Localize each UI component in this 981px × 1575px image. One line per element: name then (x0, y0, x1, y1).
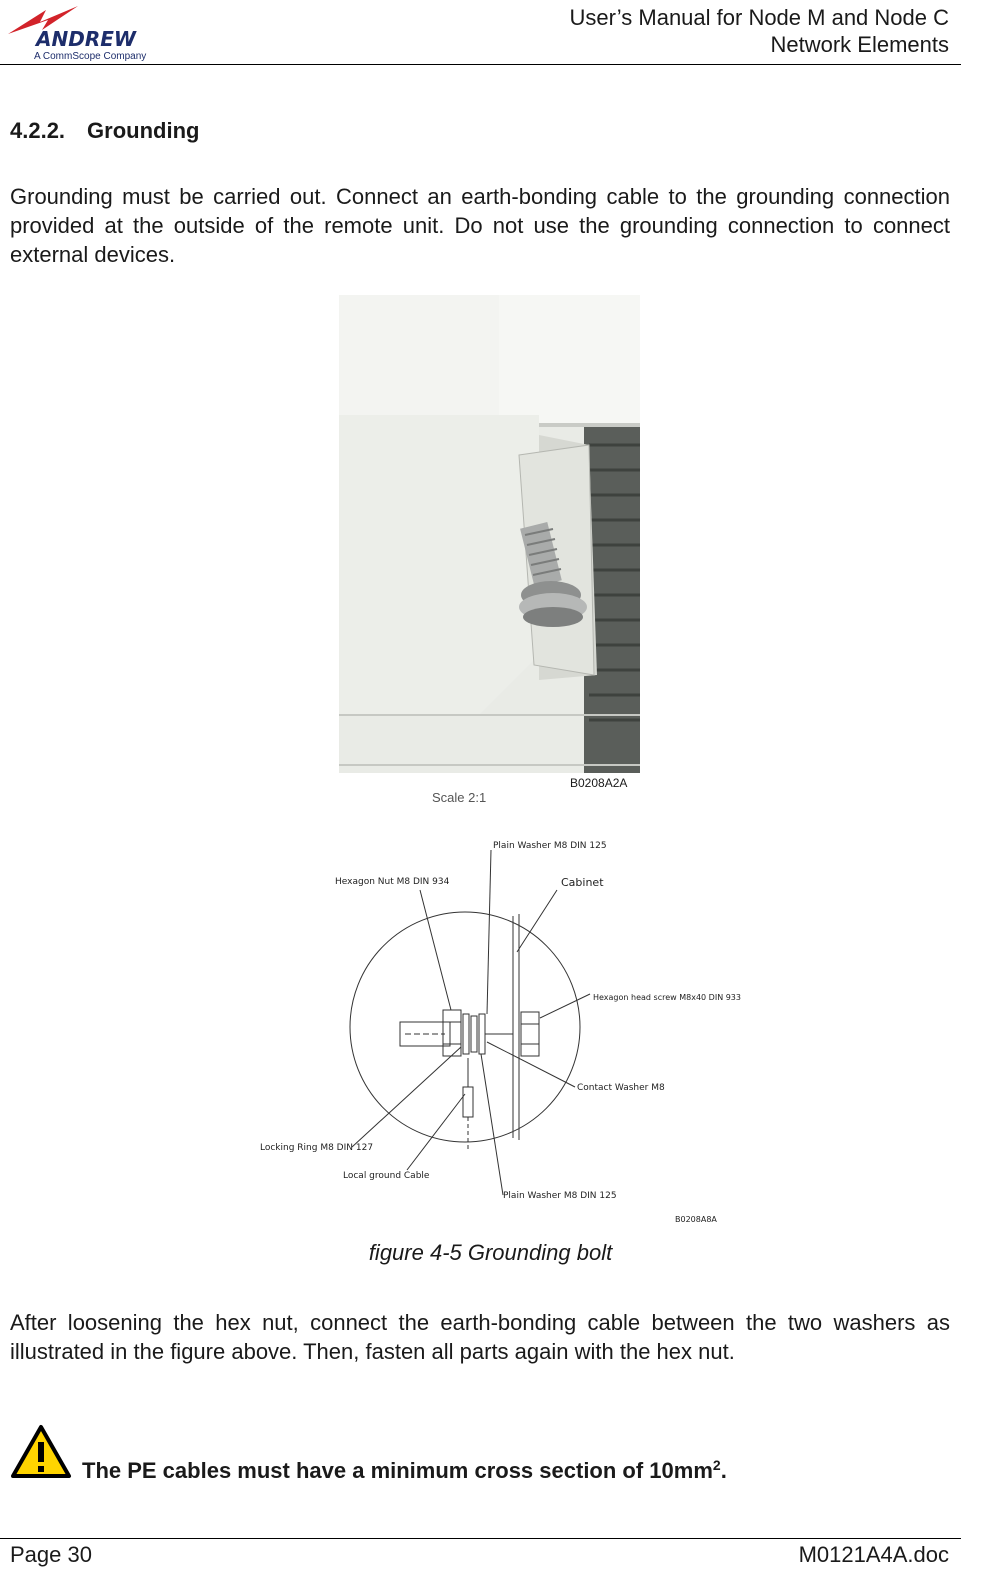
photo-reference-code: B0208A2A (570, 776, 628, 790)
footer-divider (0, 1538, 961, 1539)
label-plain-washer-bottom: Plain Washer M8 DIN 125 (503, 1191, 617, 1201)
label-hexagon-head-screw: Hexagon head screw M8x40 DIN 933 (593, 993, 741, 1002)
svg-text:A CommScope Company: A CommScope Company (34, 51, 147, 62)
label-hexagon-nut: Hexagon Nut M8 DIN 934 (335, 877, 450, 887)
warning-superscript: 2 (712, 1457, 721, 1473)
warning-text: The PE cables must have a minimum cross section of $10mm^2$. (82, 1457, 727, 1483)
grounding-bolt-photo (339, 295, 640, 773)
intro-paragraph: Grounding must be carried out. Connect an earth-bonding cable to the grounding connection provided at the outside of the remote unit. Do not use the grounding connection to connect external devices. (10, 184, 950, 267)
grounding-bolt-drawing (255, 832, 741, 1227)
label-locking-ring: Locking Ring M8 DIN 127 (260, 1143, 374, 1153)
section-heading (10, 118, 199, 144)
page-number: Page 30 (10, 1542, 92, 1567)
label-plain-washer-top: Plain Washer M8 DIN 125 (493, 841, 607, 851)
header-divider (0, 64, 961, 65)
label-cabinet: Cabinet (561, 876, 604, 889)
warning-triangle-icon (10, 1424, 72, 1480)
document-id: M0121A4A.doc (798, 1542, 949, 1567)
figure-caption: figure 4-5 Grounding bolt (368, 1240, 613, 1265)
page-header (0, 0, 961, 64)
title-line-1: User’s Manual for Node M and Node C (569, 5, 949, 30)
title-line-2: Network Elements (770, 32, 949, 57)
section-title: Grounding (87, 118, 200, 143)
scale-label: Scale 2:1 (432, 790, 487, 805)
andrew-logo (6, 4, 166, 62)
svg-text:ANDREW: ANDREW (36, 27, 136, 51)
drawing-reference-code: B0208A8A (675, 1215, 717, 1224)
instruction-paragraph: After loosening the hex nut, connect the earth-bonding cable between the two washers as illustrated in the figure above. Then, fasten all parts again with the hex nut. (10, 1310, 950, 1364)
section-number: 4.2.2. (10, 118, 66, 143)
document-title (570, 4, 949, 58)
label-contact-washer: Contact Washer M8 (577, 1083, 665, 1093)
label-local-ground-cable: Local ground Cable (343, 1171, 430, 1181)
